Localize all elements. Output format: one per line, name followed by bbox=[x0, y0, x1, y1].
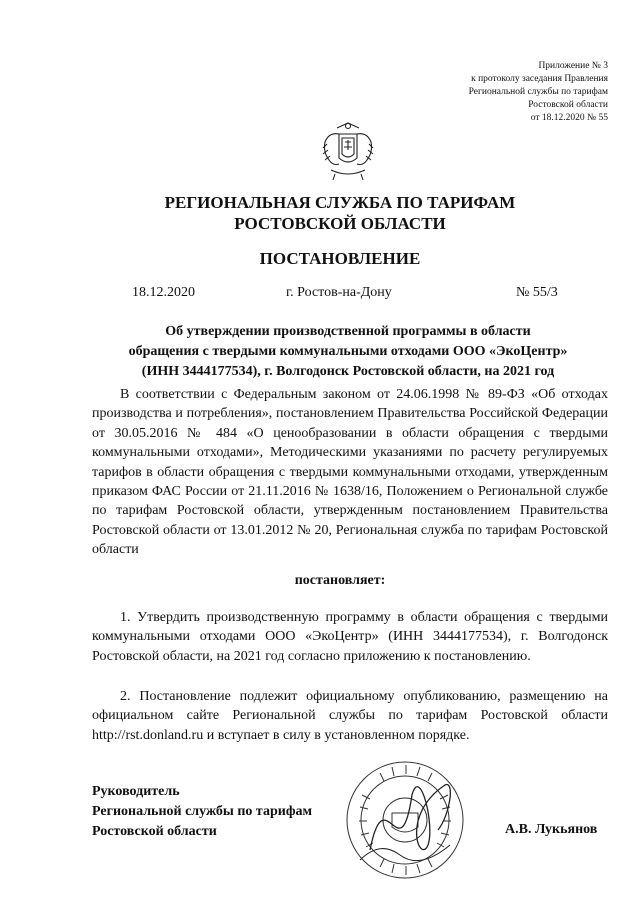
subject-line-2: обращения с твердыми коммунальными отходами ООО «ЭкоЦентр» bbox=[128, 344, 568, 359]
appendix-line-2: к протоколу заседания Правления bbox=[471, 74, 608, 84]
organization-name bbox=[0, 192, 640, 234]
document-date: 18.12.2020 bbox=[132, 285, 195, 300]
appendix-line-5: от 18.12.2020 № 55 bbox=[530, 113, 608, 123]
appendix-line-1: Приложение № 3 bbox=[538, 61, 608, 71]
coat-of-arms-icon bbox=[315, 120, 381, 186]
subject-line-1: Об утверждении производственной программы в области bbox=[165, 324, 531, 339]
document-subject bbox=[88, 322, 608, 382]
preamble-paragraph: В соответствии с Федеральным законом от 24.06.1998 № 89-ФЗ «Об отходах производства и потребления», постановлением Правительства Российской Федерации от 30.05.2016 № 484 «О ценообразовании в области обращения с твердыми коммунальными отходами», Методическими указаниями по расчету регулируемых тарифов в области обращения с твердыми коммунальными отходами, утвержденным приказом ФАС России от 21.11.2016 № 1638/16, Положением о Региональной службе по тарифам Ростовской области, утвержденным постановлением Правительства Ростовской области от 13.01.2012 № 20, Региональная служба по тарифам Ростовской области bbox=[92, 387, 608, 558]
appendix-line-3: Региональной службы по тарифам bbox=[468, 87, 608, 97]
resolution-item-1: 1. Утвердить производственную программу в области обращения с твердыми коммунальными отходами ООО «ЭкоЦентр» (ИНН 3444177534), г. Волгодонск Ростовской области, на 2021 год согласно приложению к постановлению. bbox=[92, 610, 608, 664]
document-place: г. Ростов-на-Дону bbox=[286, 285, 392, 300]
signer-title-line-3: Ростовской области bbox=[92, 824, 217, 839]
appendix-line-4: Ростовской области bbox=[528, 100, 608, 110]
organization-line-1: РЕГИОНАЛЬНАЯ СЛУЖБА ПО ТАРИФАМ bbox=[164, 193, 516, 212]
official-seal-icon bbox=[340, 755, 470, 885]
appendix-note bbox=[348, 60, 608, 125]
signer-title-line-2: Региональной службы по тарифам bbox=[92, 804, 313, 819]
signer-title-line-1: Руководитель bbox=[92, 784, 180, 799]
subject-line-3: (ИНН 3444177534), г. Волгодонск Ростовской области, на 2021 год bbox=[141, 364, 555, 379]
resolves-heading: постановляет: bbox=[294, 573, 386, 588]
document-number: № 55/3 bbox=[516, 285, 558, 300]
signer-name: А.В. Лукьянов bbox=[505, 822, 598, 837]
signer-title bbox=[92, 782, 312, 842]
organization-line-2: РОСТОВСКОЙ ОБЛАСТИ bbox=[234, 214, 446, 233]
document-type: ПОСТАНОВЛЕНИЕ bbox=[259, 249, 421, 268]
resolution-item-2: 2. Постановление подлежит официальному опубликованию, размещению на официальном сайте Региональной службы по тарифам Ростовской области http://rst.donland.ru и вступает в силу в установленном порядке. bbox=[92, 689, 608, 743]
